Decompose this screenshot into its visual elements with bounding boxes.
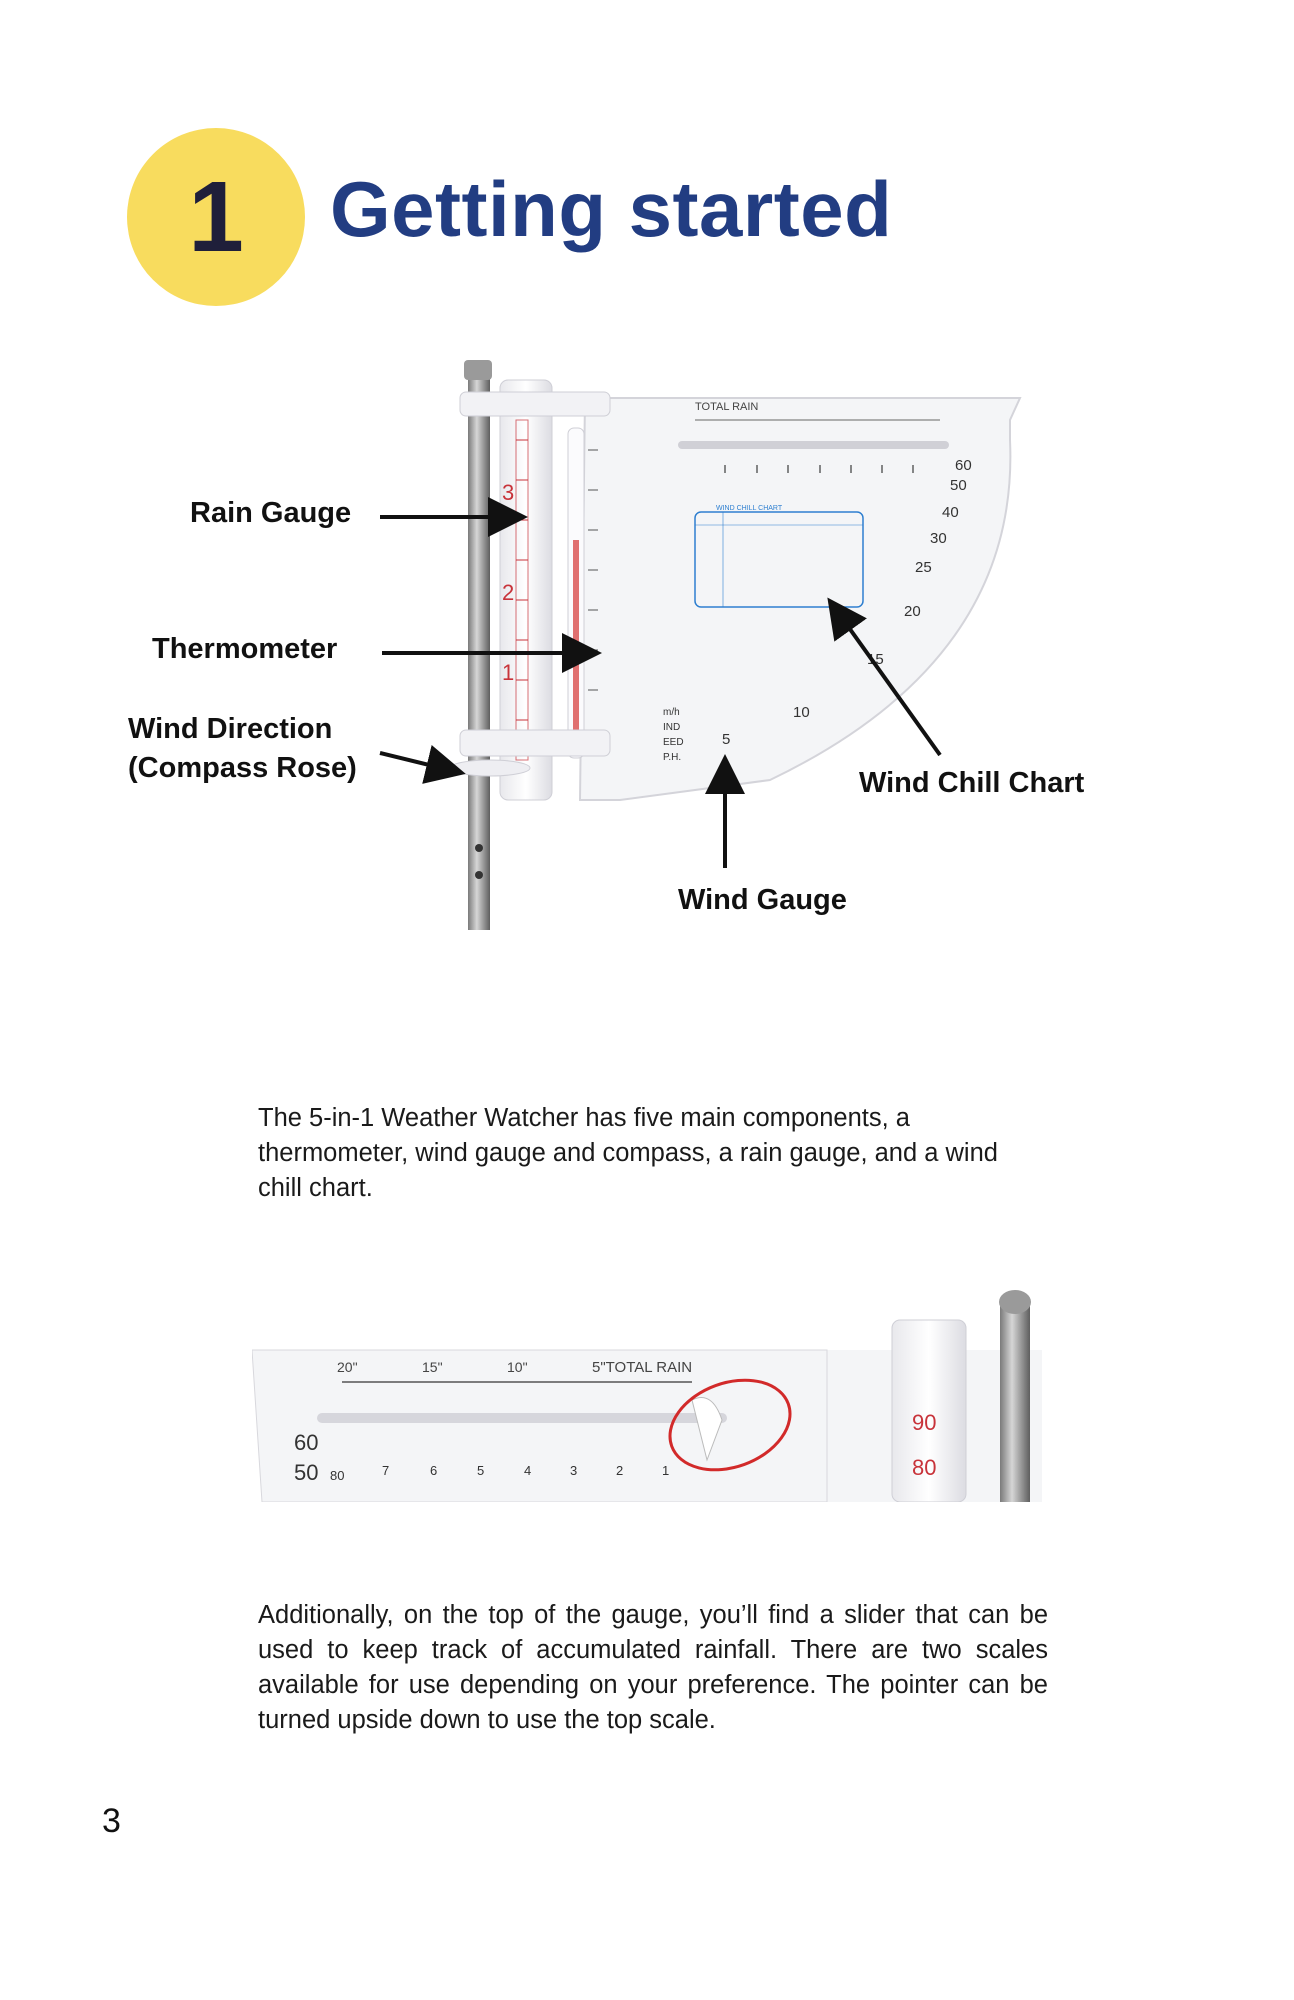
device-wind-chill-title: WIND CHILL CHART: [716, 505, 783, 512]
slider-speed-80: 80: [330, 1468, 345, 1483]
speed-label-mph: m/h: [663, 707, 680, 718]
page-title: Getting started: [330, 165, 893, 253]
slider-speed-60: 60: [294, 1430, 319, 1455]
wind-speed-20: 20: [904, 603, 921, 620]
slider-tick-7: 7: [382, 1463, 390, 1478]
label-wind-gauge: Wind Gauge: [678, 884, 847, 916]
speed-label-mph2: P.H.: [663, 752, 682, 763]
speed-label-eed: EED: [663, 737, 684, 748]
wind-speed-10: 10: [793, 704, 810, 721]
slider-total-rain: 5"TOTAL RAIN: [592, 1359, 693, 1376]
wind-speed-25: 25: [915, 559, 932, 576]
slider-tick-2: 2: [616, 1463, 624, 1478]
slider-rain-80: 80: [912, 1455, 937, 1480]
slider-paragraph: Additionally, on the top of the gauge, you’ll find a slider that can be used to keep track of accumulated rainfall. There are two scales available for use depending on your preference. The pointer can be turned upside down to use the top scale.: [258, 1601, 1048, 1734]
slider-mark-20: 20": [337, 1359, 358, 1375]
slider-tick-4: 4: [524, 1463, 532, 1478]
intro-paragraph: The 5-in-1 Weather Watcher has five main components, a thermometer, wind gauge and compass, a rain gauge, and a wind chill chart.: [258, 1104, 998, 1202]
slider-closeup-photo: [252, 1290, 1052, 1502]
device-total-rain: TOTAL RAIN: [695, 401, 759, 413]
label-thermometer: Thermometer: [152, 633, 338, 665]
arrow-wind-direction: [380, 753, 458, 772]
label-rain-gauge: Rain Gauge: [190, 497, 352, 529]
slider-tick-1: 1: [662, 1463, 670, 1478]
step-number: 1: [188, 161, 244, 273]
rain-number-3: 3: [502, 480, 515, 505]
slider-mark-10: 10": [507, 1359, 528, 1375]
speed-label-ind: IND: [663, 722, 681, 733]
rain-number-1: 1: [502, 660, 515, 685]
arrow-wind-chill: [832, 604, 940, 755]
slider-mark-15: 15": [422, 1359, 443, 1375]
wind-speed-50: 50: [950, 477, 967, 494]
slider-tick-5: 5: [477, 1463, 485, 1478]
slider-tick-3: 3: [570, 1463, 578, 1478]
wind-speed-60: 60: [955, 457, 972, 474]
label-wind-direction-line2: (Compass Rose): [128, 752, 357, 784]
wind-speed-30: 30: [930, 530, 947, 547]
label-wind-chill-chart: Wind Chill Chart: [859, 767, 1085, 799]
slider-closeup-post: [1000, 1300, 1030, 1502]
rain-number-2: 2: [502, 580, 515, 605]
wind-speed-40: 40: [942, 504, 959, 521]
wind-speed-15: 15: [867, 651, 884, 668]
slider-closeup-nut: [999, 1290, 1031, 1314]
slider-rain-90: 90: [912, 1410, 937, 1435]
page-number: 3: [102, 1802, 121, 1840]
slider-speed-50: 50: [294, 1460, 319, 1485]
wind-speed-5: 5: [722, 731, 731, 748]
slider-tick-6: 6: [430, 1463, 438, 1478]
label-wind-direction-line1: Wind Direction: [128, 713, 333, 745]
